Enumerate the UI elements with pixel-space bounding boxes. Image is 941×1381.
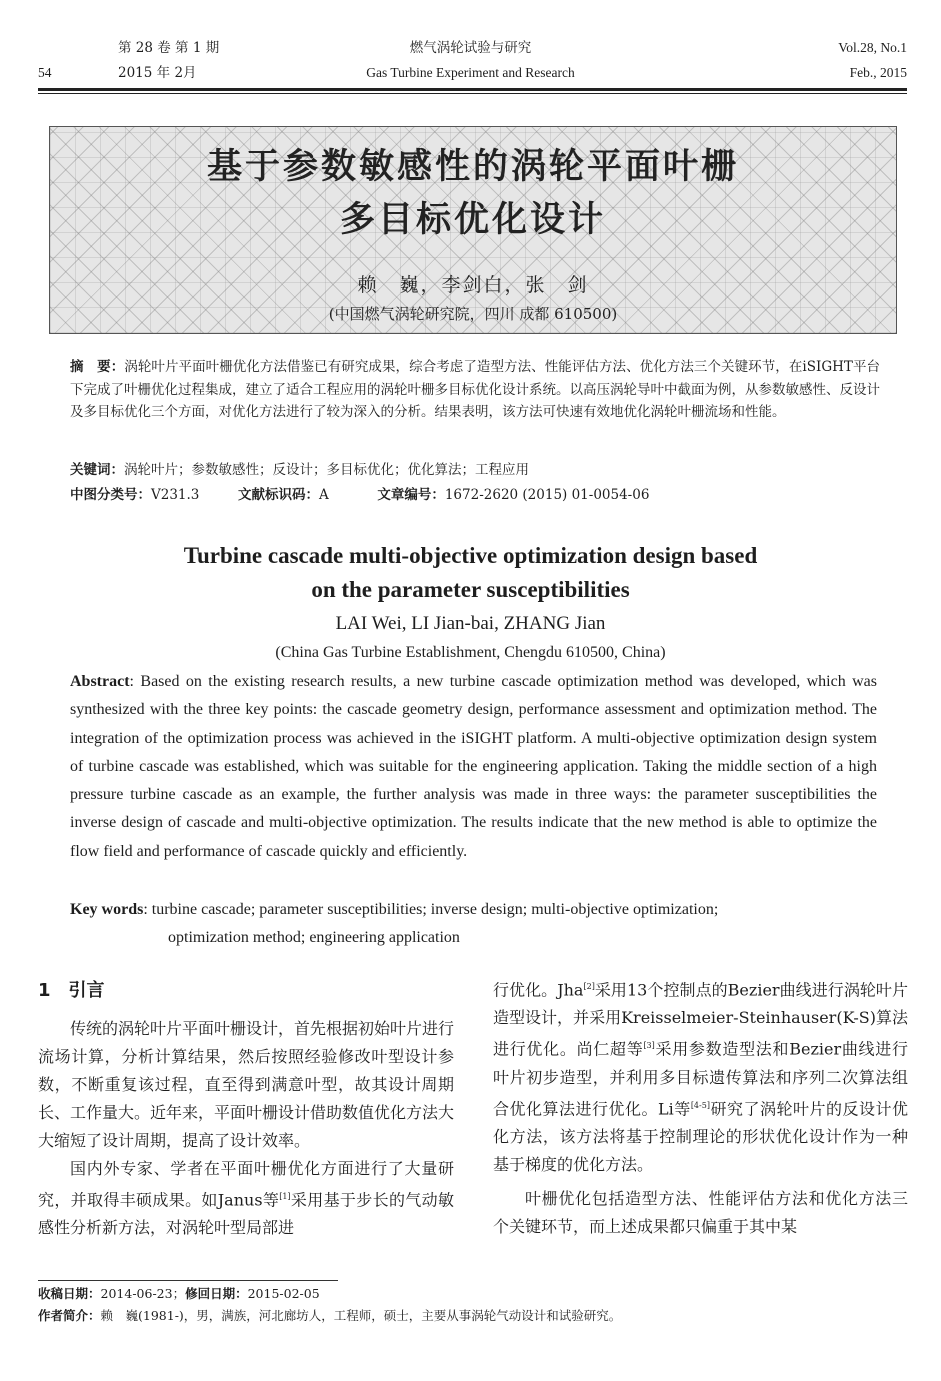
abstract-cn-text: 涡轮叶片平面叶栅优化方法借鉴已有研究成果，综合考虑了造型方法、性能评估方法、优化方法三个关键环节，在iSIGHT平台下完成了叶栅优化过程集成，建立了适合工程应用的涡轮叶栅多目标优化设计系统。以高压涡轮导叶中截面为例，从参数敏感性、反设计及多目标优化三个方面，对优化方法进行了较为深入的分析。结果表明，该方法可快速有效地优化涡轮叶栅流场和性能。 [70,359,881,420]
title-cn-line1: 基于参数敏感性的涡轮平面叶栅 [206,147,739,187]
ref-2: [2] [583,982,595,991]
received-label: 收稿日期： [38,1286,101,1301]
left-column [38,1015,454,1242]
clc-value: V231.3 [151,487,200,503]
revised-date: 2015-02-05 [247,1286,320,1301]
left-paragraph-2a: 国内外专家、学者在平面叶栅优化方面进行了大量研究，并取得丰硕成果。如Janus等 [38,1159,454,1210]
right-paragraph-2: 叶栅优化包括造型方法、性能评估方法和优化方法三个关键环节，而上述成果都只偏重于其中某 [493,1188,908,1236]
left-paragraph-1: 传统的涡轮叶片平面叶栅设计，首先根据初始叶片进行流场计算，分析计算结果，然后按照经验修改叶型设计参数，不断重复该过程，直至得到满意叶型，故其设计周期长、工作量大。近年来，平面叶栅设计借助数值优化方法大大缩短了设计周期，提高了设计效率。 [38,1019,455,1150]
abstract-en [70,668,877,866]
clc-label: 中图分类号： [70,487,151,503]
keywords-cn-label: 关键词： [70,462,124,478]
keywords-en [70,896,877,952]
header-date: 2015 年 2月 [118,65,197,81]
ref-1: [1] [279,1192,291,1201]
right-paragraph-1c: 采用参数造型法和Bezier曲线进行叶片初步造型，并利用多目标遗传算法和序列二次算法组合优化算法进行优化。Li等 [493,1039,908,1118]
abstract-cn [70,356,880,424]
header-date-en: Feb., 2015 [849,65,907,80]
left-paragraph-2b: 采用基于步长的气动敏感性分析新方法，对涡轮叶型局部进 [38,1190,454,1238]
footnote-rule [38,1280,338,1281]
header-vol-en: Vol.28, No.1 [838,40,907,55]
abstract-en-text: Based on the existing research results, a new turbine cascade optimization method was developed, which was synthesized with the three key points: the cascade geometry design, performance assessment and optimization method. The integration of the optimization process was achieved in the iSIGHT platform. A multi-objective optimization design system of turbine cascade was established, which was suitable for the engineering application. Taking the middle section of a high pressure turbine cascade as an example, the further analysis was made in three ways: the parameter susceptibilities the inverse design of cascade and multi-objective optimization. The results indicate that the new method is able to optimize the flow field and performance of cascade quickly and efficiently. [70,673,877,860]
header-journal-en: Gas Turbine Experiment and Research [366,65,575,80]
right-paragraph-1b: 采用13个控制点的Bezier曲线进行涡轮叶片造型设计，并采用Kreisselmeier-Steinhauser(K-S)算法进行优化。尚仁超等 [493,980,908,1059]
title-box [49,126,897,334]
keywords-cn [70,459,880,482]
keywords-en-label: Key words [70,901,144,918]
header-rule-thin [38,93,907,94]
author-bio: 赖 巍(1981-)，男，满族，河北廊坊人，工程师，硕士，主要从事涡轮气动设计和试验研究。 [100,1308,622,1323]
affiliation-en: (China Gas Turbine Establishment, Chengdu 610500, China) [275,644,666,661]
received-date: 2014-06-23； [100,1286,186,1301]
header-rule [38,88,907,91]
doc-code-label: 文献标识码： [238,487,319,503]
abstract-en-label: Abstract [70,673,130,690]
right-paragraph-1d: 研究了涡轮叶片的反设计优化方法，该方法将基于控制理论的形状优化设计作为一种基于梯度的优化方法。 [493,1098,908,1174]
ref-4-5: [4-5] [690,1100,710,1110]
footnote-dates [38,1285,320,1303]
keywords-en-line2: optimization method; engineering application [168,929,460,946]
right-column [493,973,908,1241]
abstract-cn-label: 摘 要： [70,359,125,375]
title-en-line2: on the parameter susceptibilities [311,577,630,602]
header-volume: 第 28 卷 第 1 期 [118,40,220,56]
title-en-line1: Turbine cascade multi-objective optimization design based [183,543,758,568]
authors-en: LAI Wei, LI Jian-bai, ZHANG Jian [335,613,606,634]
keywords-en-line1: turbine cascade; parameter susceptibilities; inverse design; multi-objective optimization; [151,901,719,918]
authors-cn: 赖 巍，李剑白，张 剑 [357,274,589,296]
affiliation-cn: (中国燃气涡轮研究院，四川 成都 610500) [328,305,618,323]
revised-label: 修回日期： [185,1286,248,1301]
keywords-en-sep: : [143,901,152,918]
article-no-value: 1672-2620 (2015) 01-0054-06 [444,487,650,503]
abstract-en-sep: : [129,673,141,690]
right-paragraph-1a: 行优化。Jha [493,980,584,1000]
keywords-cn-text: 涡轮叶片；参数敏感性；反设计；多目标优化；优化算法；工程应用 [124,462,529,478]
left-paragraph-2 [38,1155,454,1242]
author-bio-label: 作者简介： [38,1308,101,1323]
right-paragraph-1 [493,973,908,1179]
header-journal-cn: 燃气涡轮试验与研究 [409,40,532,56]
footnote-author [38,1307,621,1325]
article-no-label: 文章编号： [377,487,445,503]
ref-3: [3] [643,1041,655,1051]
title-cn-line2: 多目标优化设计 [339,200,606,240]
classification-line [70,484,880,507]
page-number: 54 [38,65,52,80]
section-heading: 1 引言 [38,980,105,1001]
doc-code-value: A [319,487,329,503]
